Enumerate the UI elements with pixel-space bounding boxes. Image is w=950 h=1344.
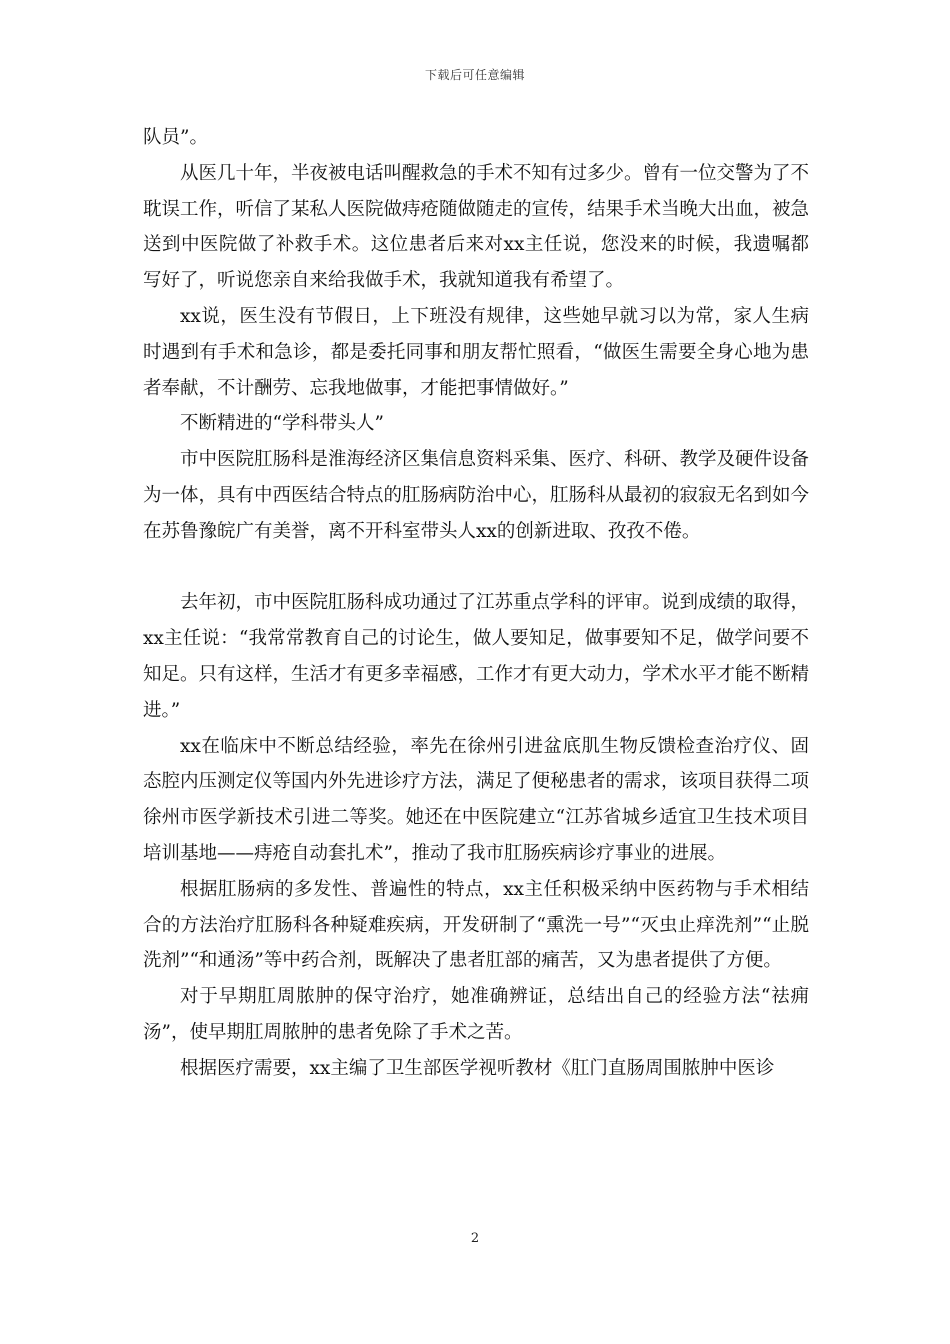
paragraph: 从医几十年，半夜被电话叫醒救急的手术不知有过多少。曾有一位交警为了不耽误工作，听信了某私人医院做痔疮随做随走的宣传，结果手术当晚大出血，被急送到中医院做了补救手术。这位患者后来对xx主任说，您没来的时候，我遗嘱都写好了，听说您亲自来给我做手术，我就知道我有希望了。 [143, 162, 810, 292]
blank-line [143, 550, 809, 586]
header-note: 下载后可任意编辑 [424, 68, 525, 82]
paragraph: xx在临床中不断总结经验，率先在徐州引进盆底肌生物反馈检查治疗仪、固态腔内压测定仪等国内外先进诊疗方法，满足了便秘患者的需求，该项目获得二项徐州市医学新技术引进二等奖。她还在中医院建立“江苏省城乡适宜卫生技术项目培训基地——痔疮自动套扎术”，推动了我市肛肠疾病诊疗事业的进展。 [143, 735, 810, 864]
paragraph: 根据医疗需要，xx主编了卫生部医学视听教材《肛门直肠周围脓肿中医诊 [180, 1057, 775, 1079]
page-number: 2 [470, 1231, 480, 1246]
body-text [143, 120, 809, 1087]
section-heading: 不断精进的“学科带头人” [180, 413, 384, 435]
paragraph-continuation: 队员”。 [143, 127, 208, 148]
paragraph: 根据肛肠病的多发性、普遍性的特点，xx主任积极采纳中医药物与手术相结合的方法治疗肛肠科各种疑难疾病，开发研制了“熏洗一号”“灭虫止痒洗剂”“止脱洗剂”“和通汤”等中药合剂，既解决了患者肛部的痛苦，又为患者提供了方便。 [143, 878, 809, 972]
paragraph: 去年初，市中医院肛肠科成功通过了江苏重点学科的评审。说到成绩的取得，xx主任说：“我常常教育自己的讨论生，做人要知足，做事要知不足，做学问要不知足。只有这样，生活才有更多幸福感，工作才有更大动力，学术水平才能不断精进。” [143, 592, 810, 721]
paragraph: xx说，医生没有节假日，上下班没有规律，这些她早就习以为常，家人生病时遇到有手术和急诊，都是委托同事和朋友帮忙照看，“做医生需要全身心地为患者奉献，不计酬劳、忘我地做事，才能把事情做好。” [143, 305, 809, 399]
paragraph: 市中医院肛肠科是淮海经济区集信息资料采集、医疗、科研、教学及硬件设备为一体，具有中西医结合特点的肛肠病防治中心，肛肠科从最初的寂寂无名到如今在苏鲁豫皖广有美誉，离不开科室带头人xx的创新进取、孜孜不倦。 [143, 449, 810, 542]
paragraph: 对于早期肛周脓肿的保守治疗，她准确辨证，总结出自己的经验方法“祛痈汤”，使早期肛周脓肿的患者免除了手术之苦。 [143, 986, 809, 1043]
